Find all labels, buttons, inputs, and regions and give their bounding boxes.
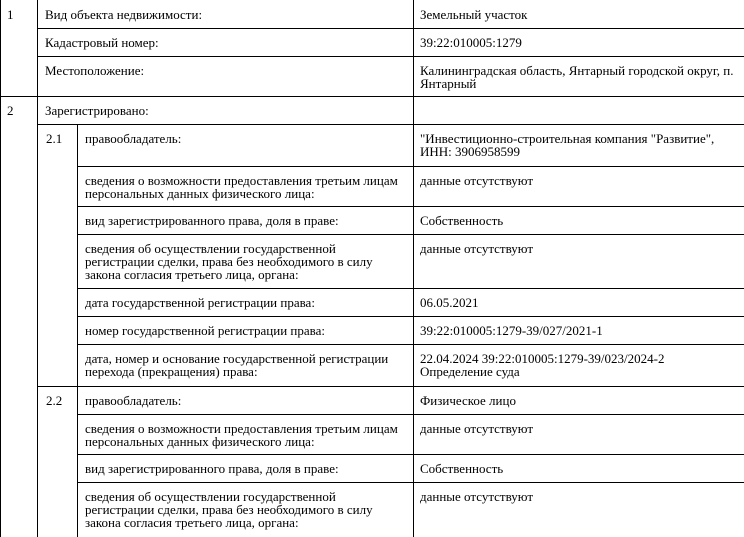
h2-consent-label-line2: регистрации сделки, права без необходимого в силу: [85, 502, 373, 517]
h1-consent-label-line3: закона согласия третьего лица, органа:: [85, 267, 299, 282]
h1-rightholder-value-line2: ИНН: 3906958599: [420, 144, 521, 159]
h2-personal-data-label-line2: персональных данных физического лица:: [85, 434, 315, 449]
row-divider-h1-r5: [77, 316, 744, 317]
row-divider-h1-r3: [77, 234, 744, 235]
location-label: Местоположение:: [45, 63, 145, 78]
location-value-line2: Янтарный: [420, 76, 477, 91]
location-value-line1: Калининградская область, Янтарный городской округ, п.: [420, 63, 734, 78]
h2-rightholder-label: правообладатель:: [85, 393, 182, 408]
section-number-2: 2: [7, 103, 14, 118]
section-divider-1-2: [0, 96, 744, 97]
h1-transfer-label-line2: перехода (прекращения) права:: [85, 364, 258, 379]
h2-consent-label-line1: сведения об осуществлении государственной: [85, 489, 336, 504]
column-divider-number: [37, 0, 38, 537]
h2-rightholder-value: Физическое лицо: [420, 393, 516, 408]
h1-registration-number-value: 39:22:010005:1279-39/027/2021-1: [420, 323, 603, 338]
row-divider-h1-r1: [77, 166, 744, 167]
cadastral-number-value: 39:22:010005:1279: [420, 35, 522, 50]
h1-rightholder-value-line1: "Инвестиционно-строительная компания "Развитие",: [420, 131, 715, 146]
object-type-value: Земельный участок: [420, 7, 528, 22]
h1-transfer-value-line1: 22.04.2024 39:22:010005:1279-39/023/2024-2: [420, 351, 665, 366]
h1-consent-value: данные отсутствуют: [420, 241, 534, 256]
row-divider-s1-r2: [37, 56, 744, 57]
row-divider-h2-r1: [77, 414, 744, 415]
h1-transfer-value-line2: Определение суда: [420, 364, 520, 379]
row-divider-h1-r4: [77, 288, 744, 289]
h1-personal-data-label-line1: сведения о возможности предоставления третьим лицам: [85, 173, 398, 188]
h2-personal-data-value: данные отсутствуют: [420, 421, 534, 436]
registered-heading: Зарегистрировано:: [45, 103, 149, 118]
h1-right-type-value: Собственность: [420, 213, 504, 228]
holder-divider-1-2: [37, 386, 744, 387]
h2-right-type-label: вид зарегистрированного права, доля в праве:: [85, 461, 339, 476]
h1-right-type-label: вид зарегистрированного права, доля в праве:: [85, 213, 339, 228]
h1-registration-number-label: номер государственной регистрации права:: [85, 323, 325, 338]
h1-personal-data-value: данные отсутствуют: [420, 173, 534, 188]
object-type-label: Вид объекта недвижимости:: [45, 7, 203, 22]
holder-number-2-2: 2.2: [46, 393, 63, 408]
column-divider-value: [413, 0, 414, 537]
cadastral-number-label: Кадастровый номер:: [45, 35, 159, 50]
row-divider-s2-heading: [37, 124, 744, 125]
section-number-1: 1: [7, 7, 14, 22]
row-divider-h1-r6: [77, 344, 744, 345]
row-divider-h1-r2: [77, 206, 744, 207]
row-divider-s1-r1: [37, 28, 744, 29]
h1-rightholder-label: правообладатель:: [85, 131, 182, 146]
h2-personal-data-label-line1: сведения о возможности предоставления третьим лицам: [85, 421, 398, 436]
h1-registration-date-label: дата государственной регистрации права:: [85, 295, 315, 310]
h1-consent-label-line1: сведения об осуществлении государственной: [85, 241, 336, 256]
row-divider-h2-r2: [77, 454, 744, 455]
h2-consent-value: данные отсутствуют: [420, 489, 534, 504]
h1-personal-data-label-line2: персональных данных физического лица:: [85, 186, 315, 201]
h2-right-type-value: Собственность: [420, 461, 504, 476]
h1-transfer-label-line1: дата, номер и основание государственной регистрации: [85, 351, 389, 366]
row-divider-h2-r3: [77, 482, 744, 483]
table-border-left: [0, 0, 1, 537]
h1-registration-date-value: 06.05.2021: [420, 295, 479, 310]
h2-consent-label-line3: закона согласия третьего лица, органа:: [85, 515, 299, 530]
holder-number-2-1: 2.1: [46, 131, 63, 146]
h1-consent-label-line2: регистрации сделки, права без необходимого в силу: [85, 254, 373, 269]
column-divider-subnumber: [77, 124, 78, 537]
